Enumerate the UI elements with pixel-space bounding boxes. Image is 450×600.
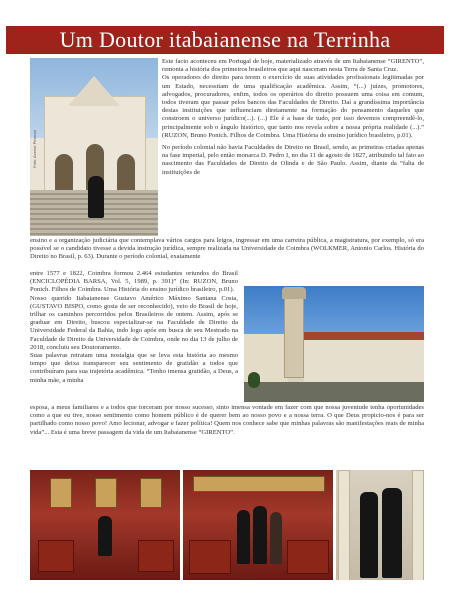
portrait-frame (140, 478, 162, 508)
column (412, 470, 424, 580)
graduate-figure (382, 488, 402, 578)
graduate-figure (253, 506, 267, 564)
chairs (287, 540, 329, 574)
paragraph: Este facto aconteceu em Portugal de hoje, materializado através de um Itabaianense “GIRENTO”, remonta a história dos primeiros brasileiros que aqui nasceram nesta Terra de Santa Cruz. (162, 58, 424, 74)
chairs (138, 540, 174, 572)
chairs (189, 540, 231, 574)
paragraph: ensino e a organização judiciária que contemplava vários cargos para leigos, ingressar em uma carreira pública, a magistratura, por exemplo, só era possível se o candidato tivesse a devida instrução jurídica, sempre realizada na Universidade de Coimbra (WOLKMER, Antonio Carlos. História do Direito no Brasil, p. 63). Durante o período colonial, exatamente (30, 237, 424, 261)
paragraph: esposa, a meus familiares e a todos que torceram por nosso sucesso, sinto imensa vontade em fazer com que nossa juventude tenha oportunidades como a que eu tive, nosso sentimento como homem público é de querer bem ao nosso povo e a nossa terra. O que Deus propicio-nos é para ser partilhado como nosso povo! Amo lecionar, advogar e fazer política! Quem nos conhece sabe que minhas palavras são manifestações reais de minha vida”... Esta é uma breve passagem da vida de um Itabaianense “GIRENTO”. (30, 404, 424, 436)
portrait-frame (50, 478, 72, 508)
tree (248, 372, 260, 388)
ceremony-hall-photo (30, 470, 180, 580)
university-building-photo (30, 58, 158, 236)
article-text-top (162, 58, 424, 177)
couple-photo (336, 470, 424, 580)
page-title: Um Doutor itabaianense na Terrinha (59, 27, 391, 52)
pediment (68, 76, 120, 106)
paragraph: Os operadores do direito para terem o exercício de suas atividades profissionais legitimadas por um Estado, necessitam de uma qualificação acadêmica. Assim, “(...) juízes, promotores, advogados, procuradores, enfim, todos os operários do direito possuem uma coisa em comum, todos tiveram que passar pelos bancos das Faculdades de Direito. Daí a grandíssima importância destas instituições que influenciam diretamente na formação do pensamento daqueles que constroem o universo jurídico(...). (...) Ele é a base de tudo, por isso devemos compreendê-lo, principalmente sob o ângulo histórico, que tanto nos revela sobre a nossa própria realidade (...).” (RUZON, Bruno Ponich. Filhos de Coimbra. Uma História do ensino jurídico brasileiro, p.01). (162, 74, 424, 139)
university-tower-photo (244, 286, 424, 402)
portrait-frame (95, 478, 117, 508)
person-figure (360, 492, 378, 578)
article-text-middle (30, 270, 238, 385)
graduate-figure (88, 176, 104, 218)
chairs (38, 540, 74, 572)
paragraph: entre 1577 e 1822, Coimbra formou 2.464 estudantes oriundos do Brasil (ENCICLOPÉDIA BARSA, Vol. 5, 1989, p. 391)” (In: RUZON, Bruno Ponich. Filhos de Coimbra. Uma História do ensino jurídico brasileiro, p.01). (30, 270, 238, 294)
photo-credit: Foto: Acervo Pessoal (32, 130, 37, 168)
paragraph: Nosso querido Itabaianense Gustavo Américo Máximo Santana Costa, (GUSTAVO BISPO, como gosta de ser reconhecido), veio do Brasil de hoje, trilhar os caminhos percorridos pelos Brasileiros de ontem. Assim, após se graduar em Direito, buscou especializar-se na Faculdade de Direito da Universidade Federal da Bahia, indo logo após em busca de seu Mestrado na Faculdade de Direito da Universidade de Coimbra, onde no dia 13 de julho de 2018, concluiu seu Doutoramento. (30, 294, 238, 351)
article-text-full (30, 237, 424, 262)
paragraph: No período colonial não havia Faculdades de Direito no Brasil, sendo, as primeiras criadas apenas na fase imperial, pelo então monarca D. Pedro I, no dia 11 de agosto de 1827, atribuindo tal fato ao nascimento das Faculdades de Direito de Olinda e de São Paulo. Assim, diante da “falta de instituições de (162, 144, 424, 176)
person-figure (237, 510, 250, 564)
title-banner (6, 26, 444, 54)
column (338, 470, 350, 580)
ceremony-group-photo (183, 470, 333, 580)
person-figure (270, 512, 282, 564)
paragraph: Suas palavras retratam uma nostalgia que se leva esta história ao mesmo tempo que deixa transparecer seu sentimento de gratidão a todos que contribuíram para sua trajetória acadêmica. “Tenho imensa gratidão, a Deus, a minha mãe, a minha (30, 352, 238, 384)
graduate-figure (98, 516, 112, 556)
clock-tower (284, 296, 304, 378)
article-text-bottom (30, 404, 424, 437)
building-wing (304, 340, 424, 384)
ceiling-frieze (193, 476, 325, 492)
courtyard (244, 382, 424, 402)
